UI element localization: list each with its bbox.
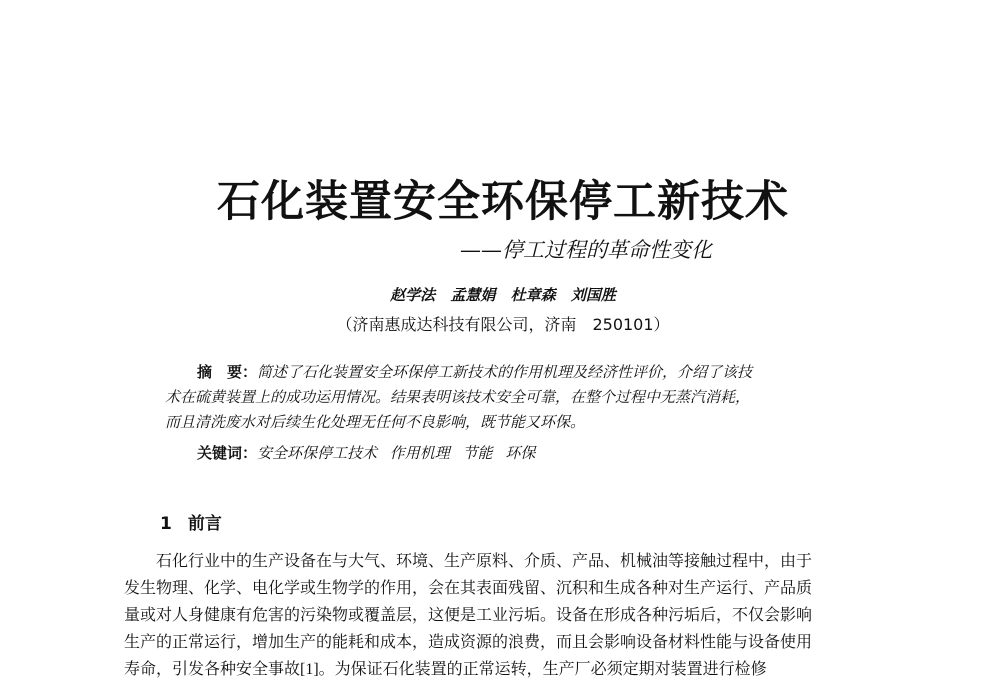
body-text <box>124 548 894 683</box>
abstract-line: 术在硫黄装置上的成功运用情况。结果表明该技术安全可靠，在整个过程中无蒸汽消耗， <box>165 388 751 406</box>
abstract-line: 而且清洗废水对后续生化处理无任何不良影响，既节能又环保。 <box>165 413 586 431</box>
section-title: 前言 <box>187 514 222 534</box>
body-line: 生产的正常运行，增加生产的能耗和成本，造成资源的浪费，而且会影响设备材料性能与设备使用 <box>124 634 813 651</box>
abstract-line <box>165 360 855 385</box>
body-line: 石化行业中的生产设备在与大气、环境、生产原料、介质、产品、机械油等接触过程中，由于 <box>156 553 813 570</box>
author-list: 赵学法 孟慧娟 杜章森 刘国胜 <box>390 286 616 304</box>
affiliation: （济南惠成达科技有限公司，济南 250101） <box>336 315 670 334</box>
section-number: 1 <box>160 514 172 534</box>
paper-title: 石化装置安全环保停工新技术 <box>217 177 789 227</box>
keywords-text: 安全环保停工技术 作用机理 节能 环保 <box>257 444 536 462</box>
body-line: 寿命，引发各种安全事故[1]。为保证石化装置的正常运转，生产厂必须定期对装置进行检修 <box>124 661 767 678</box>
section-heading <box>160 509 222 534</box>
paper-subtitle: ——停工过程的革命性变化 <box>460 238 712 262</box>
abstract-text: 简述了石化装置安全环保停工新技术的作用机理及经济性评价，介绍了该技 <box>257 363 753 381</box>
abstract <box>165 360 855 435</box>
keywords <box>197 442 535 463</box>
body-line: 量或对人身健康有危害的污染物或覆盖层，这便是工业污垢。设备在形成各种污垢后，不仅会影响 <box>124 607 813 624</box>
body-line: 发生物理、化学、电化学或生物学的作用，会在其表面残留、沉积和生成各种对生产运行、产品质 <box>124 580 813 597</box>
abstract-label: 摘 要： <box>197 363 258 381</box>
keywords-label: 关键词： <box>197 444 258 462</box>
